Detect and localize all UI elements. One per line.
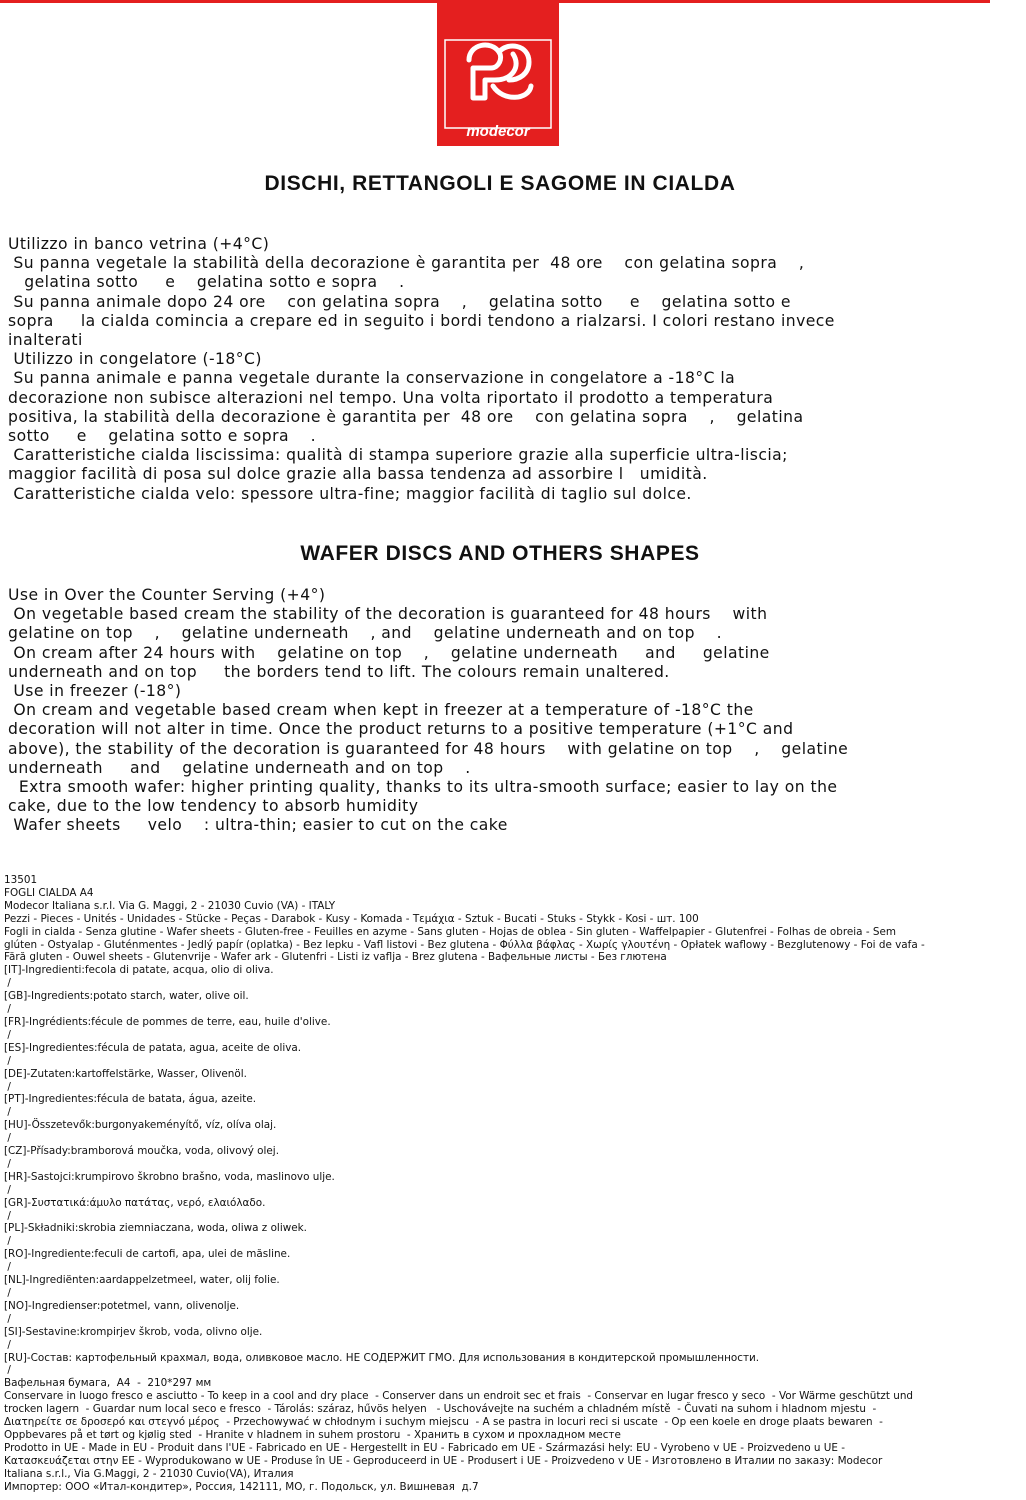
english-line: Wafer sheets velo : ultra-thin; easier to cut on the cake (8, 816, 508, 835)
ingredient-line: [HU]-Összetevők:burgonyakeményítő, víz, olíva olaj. (4, 1119, 277, 1132)
ingredient-separator: / (4, 1106, 11, 1119)
label-footer-line: Oppbevares på et tørt og kjølig sted - Hranite v hladnem in suhem prostoru - Хранить в сухом и прохладном месте (4, 1428, 621, 1441)
italian-line: maggior facilità di posa sul dolce grazie alla bassa tendenza ad assorbire l umidità. (8, 465, 708, 484)
ingredient-line: [GR]-Συστατικά:άμυλο πατάτας, νερό, ελαιόλαδο. (4, 1196, 266, 1209)
ingredient-line: [CZ]-Přísady:bramborová moučka, voda, olivový olej. (4, 1145, 279, 1158)
ingredient-line: [FR]-Ingrédients:fécule de pommes de terre, eau, huile d'olive. (4, 1015, 331, 1028)
label-footer-line: Prodotto in UE - Made in EU - Produit dans l'UE - Fabricado en UE - Hergestellt in EU - Fabricado em UE - Származási hely: EU - Vyrobeno v UE - Proizvedeno u UE - (4, 1441, 845, 1454)
ingredient-separator: / (4, 977, 11, 990)
label-footer-line: Вафельная бумага, А4 - 210*297 мм (4, 1377, 212, 1390)
label-header-line: Modecor Italiana s.r.l. Via G. Maggi, 2 - 21030 Cuvio (VA) - ITALY (4, 899, 336, 912)
english-line: underneath and on top the borders tend to lift. The colours remain unaltered. (8, 662, 670, 681)
label-footer-line: Italiana s.r.l., Via G.Maggi, 2 - 21030 Cuvio(VA), Италия (4, 1467, 294, 1480)
ingredient-line: [SI]-Sestavine:krompirjev škrob, voda, olivno olje. (4, 1325, 263, 1338)
ingredient-line: [NL]-Ingrediënten:aardappelzetmeel, water, olij folie. (4, 1274, 280, 1287)
ingredient-line: [PT]-Ingredientes:fécula de batata, água, azeite. (4, 1093, 257, 1106)
english-line: decoration will not alter in time. Once the product returns to a positive temperature (+1°C and (8, 720, 794, 739)
ingredient-line: [GB]-Ingredients:potato starch, water, olive oil. (4, 990, 249, 1003)
italian-line: Su panna vegetale la stabilità della decorazione è garantita per 48 ore con gelatina sopra , (8, 254, 805, 273)
italian-line: positiva, la stabilità della decorazione è garantita per 48 ore con gelatina sopra , gelatina (8, 407, 804, 426)
logo-wordmark: modecor (466, 123, 530, 140)
label-footer-line: Διατηρείτε σε δροσερό και στεγνό μέρος - Przechowywać w chłodnym i suchym miejscu - A se pastra in locuri reci si uscate - Op een koele en droge plaats bewaren - (4, 1416, 883, 1429)
italian-line: Caratteristiche cialda velo: spessore ultra-fine; maggior facilità di taglio sul dolce. (8, 484, 692, 503)
ingredient-line: [IT]-Ingredienti:fecola di patate, acqua, olio di oliva. (4, 964, 274, 977)
english-description (8, 586, 1008, 836)
italian-line: Utilizzo in banco vetrina (+4°C) (8, 235, 270, 253)
label-footer-line: trocken lagern - Guardar num local seco e fresco - Tárolás: száraz, hűvös helyen - Uschovávejte na suchém a chladném místě - Čuvati na suhom i hladnom mjestu - (4, 1403, 877, 1416)
english-title: WAFER DISCS AND OTHERS SHAPES (300, 542, 700, 565)
ingredient-line: [ES]-Ingredientes:fécula de patata, agua, aceite de oliva. (4, 1041, 302, 1054)
english-line: above), the stability of the decoration is guaranteed for 48 hours with gelatine on top , gelatine (8, 739, 849, 758)
ingredient-line: [NO]-Ingredienser:potetmel, vann, olivenolje. (4, 1299, 240, 1312)
english-line: cake, due to the low tendency to absorb humidity (8, 797, 419, 816)
label-header-line: Pezzi - Pieces - Unités - Unidades - Stücke - Peças - Darabok - Kusy - Komada - Τεμάχια - Sztuk - Bucati - Stuks - Stykk - Kosi - шт. 100 (4, 912, 699, 925)
italian-line: decorazione non subisce alterazioni nel tempo. Una volta riportato il prodotto a temperatura (8, 388, 774, 407)
ingredient-separator: / (4, 1287, 11, 1299)
label-header-line: FOGLI CIALDA A4 (4, 886, 94, 899)
italian-line: sopra la cialda comincia a crepare ed in seguito i bordi tendono a rialzarsi. I colori restano invece (8, 311, 835, 330)
ingredient-separator: / (4, 1028, 11, 1041)
english-line: Extra smooth wafer: higher printing quality, thanks to its ultra-smooth surface; easier to lay on the (8, 778, 838, 797)
ingredient-line: [RO]-Ingrediente:feculi de cartofi, apa, ulei de măsline. (4, 1248, 291, 1261)
label-header-line: 13501 (4, 874, 38, 886)
product-label-text (4, 874, 1024, 1494)
italian-title: DISCHI, RETTANGOLI E SAGOME IN CIALDA (264, 172, 736, 195)
english-line: Use in Over the Counter Serving (+4°) (8, 586, 326, 604)
ingredient-line: [PL]-Składniki:skrobia ziemniaczana, woda, oliwa z oliwek. (4, 1222, 307, 1235)
english-line: gelatine on top , gelatine underneath , and gelatine underneath and on top . (8, 624, 723, 643)
ingredient-separator: / (4, 1338, 11, 1351)
ingredient-separator: / (4, 1132, 11, 1145)
english-line: On cream after 24 hours with gelatine on top , gelatine underneath and gelatine (8, 643, 770, 662)
english-line: On cream and vegetable based cream when kept in freezer at a temperature of -18°C the (8, 701, 754, 720)
english-line: On vegetable based cream the stability of the decoration is guaranteed for 48 hours with (8, 605, 768, 624)
label-header-line: Fără gluten - Ouwel sheets - Glutenvrije - Wafer ark - Glutenfri - Listi iz vaflja - Brez glutena - Вафельные листы - Без глютена (4, 951, 667, 964)
ingredient-line: [HR]-Sastojci:krumpirovo škrobno brašno, voda, maslinovo ulje. (4, 1170, 335, 1183)
italian-line: Caratteristiche cialda liscissima: qualità di stampa superiore grazie alla superficie ultra-liscia; (8, 446, 788, 465)
italian-line: gelatina sotto e gelatina sotto e sopra . (8, 273, 405, 292)
ingredient-separator: / (4, 1261, 11, 1274)
italian-line: sotto e gelatina sotto e sopra . (8, 427, 317, 446)
ingredient-separator: / (4, 1235, 11, 1248)
ingredient-separator: / (4, 1364, 11, 1377)
label-header-line: glúten - Ostyalap - Gluténmentes - Jedlý papír (oplatka) - Bez lepku - Vafl listovi - Bez glutena - Φύλλα βάφλας - Χωρίς γλουτένη - Opłatek waflowy - Bezglutenowy - Foi de vafa - (4, 938, 925, 951)
ingredient-line: [DE]-Zutaten:kartoffelstärke, Wasser, Olivenöl. (4, 1067, 247, 1080)
ingredient-separator: / (4, 1183, 11, 1196)
modecor-logo (437, 0, 559, 146)
italian-line: Utilizzo in congelatore (-18°C) (8, 350, 262, 369)
ingredient-separator: / (4, 1312, 11, 1325)
label-header-line: Fogli in cialda - Senza glutine - Wafer sheets - Gluten-free - Feuilles en azyme - Sans gluten - Hojas de oblea - Sin gluten - Waffelpapier - Glutenfrei - Folhas de obreia - Sem (4, 925, 896, 938)
ingredient-separator: / (4, 1080, 11, 1093)
ingredient-separator: / (4, 1157, 11, 1170)
ingredient-line: [RU]-Состав: картофельный крахмал, вода, оливковое масло. НЕ СОДЕРЖИТ ГМО. Для использования в кондитерской промышленности. (4, 1351, 760, 1364)
label-footer-line: Κατασκευάζεται στην ΕΕ - Wyprodukowano w UE - Produse în UE - Geproduceerd in UE - Produsert i UE - Proizvedeno v UE - Изготовлено в Италии по заказу: Modecor (4, 1454, 883, 1467)
english-line: Use in freezer (-18°) (8, 682, 182, 701)
italian-line: Su panna animale e panna vegetale durante la conservazione in congelatore a -18°C la (8, 369, 736, 388)
italian-description (8, 235, 1008, 504)
ingredient-separator: / (4, 1003, 11, 1016)
label-footer-line: Conservare in luogo fresco e asciutto - To keep in a cool and dry place - Conserver dans un endroit sec et frais - Conservar en lugar fresco y seco - Vor Wärme geschützt und (4, 1390, 914, 1403)
italian-line: inalterati (8, 331, 83, 350)
label-footer-line: Импортер: ООО «Итал-кондитер», Россия, 142111, МО, г. Подольск, ул. Вишневая д.7 (4, 1480, 479, 1493)
ingredient-separator: / (4, 1054, 11, 1067)
italian-line: Su panna animale dopo 24 ore con gelatina sopra , gelatina sotto e gelatina sotto e (8, 292, 791, 311)
english-line: underneath and gelatine underneath and on top . (8, 758, 471, 777)
ingredient-separator: / (4, 1209, 11, 1222)
